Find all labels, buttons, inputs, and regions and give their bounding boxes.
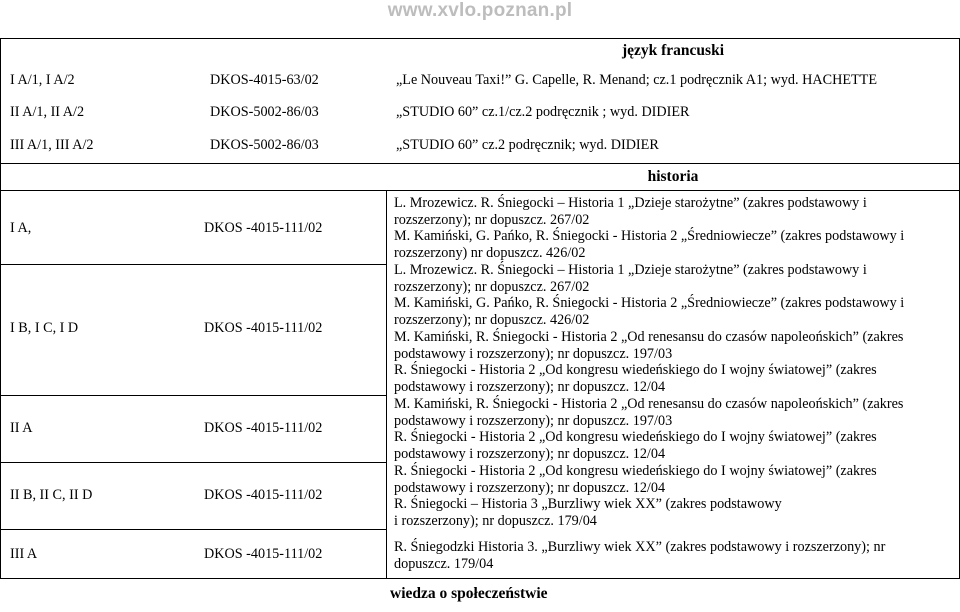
history-books-block (394, 396, 942, 463)
book-line: R. Śniegocki - Historia 2 „Od kongresu wiedeńskiego do I wojny światowej” (zakres (394, 362, 877, 379)
history-books-block (394, 463, 942, 530)
french-row-code: DKOS-4015-63/02 (210, 72, 319, 88)
book-line: i rozszerzony); nr dopuszcz. 179/04 (394, 513, 597, 530)
history-row-code: DKOS -4015-111/02 (204, 420, 323, 436)
book-line: R. Śniegodzki Historia 3. „Burzliwy wiek XX” (zakres podstawowy i rozszerzony); nr (394, 539, 886, 555)
book-line: podstawowy i rozszerzony); nr dopuszcz. 197/03 (394, 412, 673, 429)
history-row-code: DKOS -4015-111/02 (204, 320, 323, 336)
french-row-book: „Le Nouveau Taxi!” G. Capelle, R. Menand; cz.1 podręcznik A1; wyd. HACHETTE (396, 72, 877, 88)
book-line: rozszerzony); nr dopuszcz. 267/02 (394, 211, 590, 228)
history-row-classes: I B, I C, I D (10, 320, 79, 336)
history-row-classes: III A (10, 546, 38, 562)
book-line: rozszerzony); nr dopuszcz. 267/02 (394, 278, 590, 295)
history-books-block (394, 262, 942, 396)
history-row-code: DKOS -4015-111/02 (204, 487, 323, 503)
book-line: L. Mrozewicz. R. Śniegocki – Historia 1 „Dzieje starożytne” (zakres podstawowy i (394, 195, 867, 211)
history-row-code: DKOS -4015-111/02 (204, 220, 323, 236)
french-row-book: „STUDIO 60” cz.1/cz.2 podręcznik ; wyd. DIDIER (396, 104, 690, 120)
section-heading-history: historia (647, 168, 699, 185)
book-line: rozszerzony); nr dopuszcz. 426/02 (394, 312, 590, 329)
book-line: M. Kamiński, R. Śniegocki - Historia 2 „Od renesansu do czasów napoleońskich” (zakres (394, 328, 904, 345)
french-row-book: „STUDIO 60” cz.2 podręcznik; wyd. DIDIER (396, 137, 659, 153)
book-line: podstawowy i rozszerzony); nr dopuszcz. 12/04 (394, 479, 666, 496)
history-row-classes: II B, II C, II D (10, 487, 93, 503)
section-heading-social: wiedza o społeczeństwie (390, 585, 548, 602)
book-line: dopuszcz. 179/04 (394, 555, 494, 572)
book-line: R. Śniegocki - Historia 2 „Od kongresu wiedeńskiego do I wojny światowej” (zakres (394, 429, 877, 446)
book-line: R. Śniegocki – Historia 3 „Burzliwy wiek XX” (zakres podstawowy (394, 496, 782, 513)
history-row-code: DKOS -4015-111/02 (204, 546, 323, 562)
book-line: rozszerzony) nr dopuszcz. 426/02 (394, 245, 586, 262)
french-row-code: DKOS-5002-86/03 (210, 104, 319, 120)
book-line: R. Śniegocki - Historia 2 „Od kongresu wiedeńskiego do I wojny światowej” (zakres (394, 463, 877, 479)
book-line: podstawowy i rozszerzony); nr dopuszcz. 12/04 (394, 378, 666, 395)
book-line: M. Kamiński, R. Śniegocki - Historia 2 „Od renesansu do czasów napoleońskich” (zakres (394, 396, 904, 412)
history-books-block (394, 539, 942, 572)
french-row-classes: I A/1, I A/2 (10, 72, 75, 88)
french-row-classes: III A/1, III A/2 (10, 137, 94, 153)
book-line: podstawowy i rozszerzony); nr dopuszcz. 197/03 (394, 345, 673, 362)
history-books-block (394, 195, 942, 262)
history-row-classes: II A (10, 420, 33, 436)
watermark: www.xvlo.poznan.pl (387, 0, 573, 21)
book-line: podstawowy i rozszerzony); nr dopuszcz. 12/04 (394, 446, 666, 463)
book-line: L. Mrozewicz. R. Śniegocki – Historia 1 „Dzieje starożytne” (zakres podstawowy i (394, 262, 867, 278)
french-row-code: DKOS-5002-86/03 (210, 137, 319, 153)
book-line: M. Kamiński, G. Pańko, R. Śniegocki - Historia 2 „Średniowiecze” (zakres podstawowy i (394, 228, 905, 245)
section-heading-french: język francuski (621, 42, 725, 59)
book-line: M. Kamiński, G. Pańko, R. Śniegocki - Historia 2 „Średniowiecze” (zakres podstawowy i (394, 295, 905, 312)
history-row-classes: I A, (10, 220, 32, 236)
french-row-classes: II A/1, II A/2 (10, 104, 85, 120)
